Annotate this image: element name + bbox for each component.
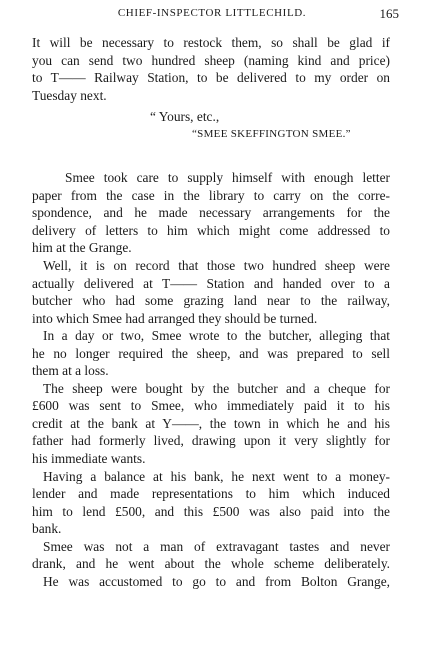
text-line: his immediate wants.: [32, 451, 146, 467]
text-line: actually delivered at T—— Station and handed over to a: [32, 275, 390, 291]
text-line: to T—— Railway Station, to be delivered to my order on: [32, 70, 390, 86]
text-line: delivery of letters to him which might come addressed to: [32, 222, 390, 238]
text-line: £600 was sent to Smee, who immediately paid it to his: [32, 398, 390, 414]
text-line: paper from the case in the library to carry on the corre-: [32, 187, 390, 203]
text-line: credit at the bank at Y——, the town in which he and his: [32, 415, 390, 431]
text-line: him at the Grange.: [32, 240, 132, 256]
text-line: The sheep were bought by the butcher and a cheque for: [43, 380, 390, 396]
text-line: butcher who had some grazing land near to the railway,: [32, 293, 390, 309]
text-line: into which Smee had arranged they should be turned.: [32, 310, 318, 326]
body-text: [32, 34, 390, 590]
text-line: them at a loss.: [32, 363, 109, 379]
text-line: lender and made representations to him which induced: [32, 486, 390, 502]
text-line: Tuesday next.: [32, 87, 107, 103]
text-line: you can send two hundred sheep (naming kind and price): [32, 52, 390, 68]
text-line: He was accustomed to go to and from Bolton Grange,: [43, 573, 390, 589]
text-line: bank.: [32, 521, 62, 537]
letter-closing: “ Yours, etc.,: [150, 109, 220, 125]
text-line: Smee was not a man of extravagant tastes and never: [43, 538, 390, 554]
text-line: father had formerly lived, drawing upon it very slightly for: [32, 433, 390, 449]
text-line: Smee took care to supply himself with enough letter: [65, 170, 390, 186]
page-number: 165: [379, 6, 399, 21]
text-line: him to lend £500, and this £500 was also paid into the: [32, 503, 390, 519]
text-line: In a day or two, Smee wrote to the butcher, alleging that: [43, 328, 390, 344]
text-line: Well, it is on record that those two hundred sheep were: [43, 258, 390, 274]
text-line: spondence, and he made necessary arrangements for the: [32, 205, 390, 221]
text-line: he no longer required the sheep, and was prepared to sell: [32, 345, 390, 361]
running-head: [0, 6, 424, 22]
text-line: It will be necessary to restock them, so shall be glad if: [32, 35, 390, 50]
letter-signature: “SMEE SKEFFINGTON SMEE.”: [192, 127, 351, 140]
text-line: drank, and he went about the whole scheme deliberately.: [32, 556, 390, 572]
text-line: Having a balance at his bank, he next went to a money-: [43, 468, 390, 484]
running-title: CHIEF-INSPECTOR LITTLECHILD.: [117, 7, 307, 19]
